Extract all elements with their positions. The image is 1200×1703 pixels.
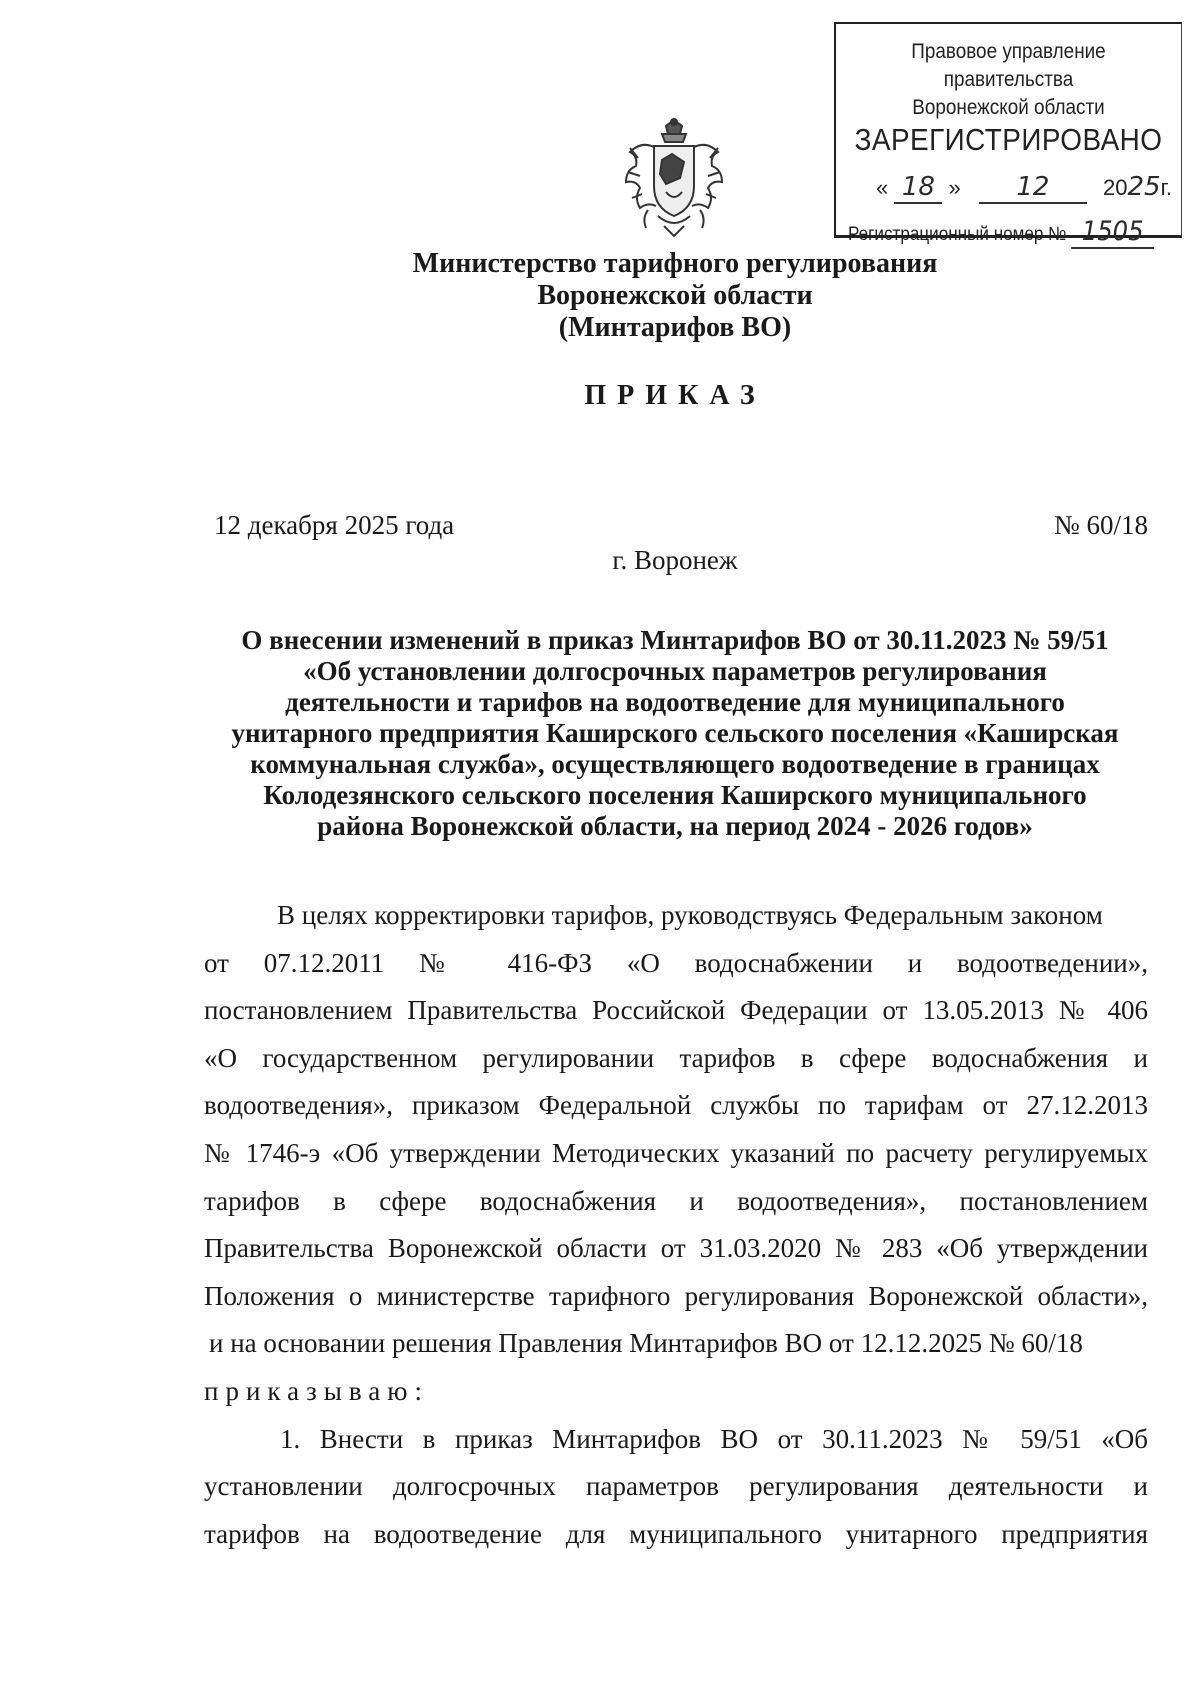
body-line: Положения о министерстве тарифного регулирования Воронежской области», bbox=[204, 1280, 1148, 1311]
subject-line: коммунальная служба», осуществляющего водоотведение в границах bbox=[250, 749, 1100, 779]
stamp-reg-number bbox=[848, 216, 1154, 249]
stamp-org-line2: Воронежской области bbox=[912, 96, 1105, 119]
stamp-date-month: 12 bbox=[979, 172, 1087, 204]
stamp-date-close-quote: » bbox=[948, 175, 961, 200]
stamp-org-line1: Правовое управление правительства bbox=[911, 40, 1106, 91]
body-line: «О государственном регулировании тарифов в сфере водоснабжения и bbox=[204, 1042, 1148, 1073]
registration-stamp bbox=[834, 22, 1182, 247]
body-line: от 07.12.2011 № 416-ФЗ «О водоснабжении и водоотведении», bbox=[204, 947, 1148, 978]
subject-line: унитарного предприятия Каширского сельского поселения «Каширская bbox=[231, 718, 1119, 748]
document-type: ПРИКАЗ bbox=[584, 380, 766, 411]
stamp-date-year-prefix: 20 bbox=[1103, 175, 1128, 200]
subject-line: Колодезянского сельского поселения Каширского муниципального bbox=[263, 780, 1087, 810]
ministry-line3: (Минтарифов ВО) bbox=[558, 312, 792, 343]
body-line: установлении долгосрочных параметров регулирования деятельности и bbox=[204, 1471, 1148, 1502]
stamp-date bbox=[876, 172, 1172, 204]
body-line: № 1746-э «Об утверждении Методических указаний по расчету регулируемых bbox=[204, 1137, 1148, 1168]
stamp-date-day: 18 bbox=[894, 172, 942, 204]
body-line: Правительства Воронежской области от 31.03.2020 № 283 «Об утверждении bbox=[204, 1233, 1148, 1264]
order-verb: приказываю: bbox=[204, 1375, 429, 1406]
stamp-organization bbox=[853, 38, 1164, 122]
stamp-date-open-quote: « bbox=[876, 175, 889, 200]
ministry-line1: Министерство тарифного регулирования bbox=[412, 248, 938, 279]
coat-of-arms-icon bbox=[618, 118, 730, 243]
body-line: тарифов на водоотведение для муниципального унитарного предприятия bbox=[204, 1518, 1148, 1549]
document-number: № 60/18 bbox=[1053, 510, 1148, 540]
document-city: г. Воронеж bbox=[612, 545, 738, 575]
body-line: 1. Внести в приказ Минтарифов ВО от 30.11.2023 № 59/51 «Об bbox=[280, 1423, 1148, 1454]
stamp-reg-number-value: 1505 bbox=[1071, 216, 1154, 249]
body-line: и на основании решения Правления Минтарифов ВО от 12.12.2025 № 60/18 bbox=[209, 1328, 1083, 1359]
body-line: В целях корректировки тарифов, руководствуясь Федеральным законом bbox=[277, 900, 1103, 930]
body-line: тарифов в сфере водоснабжения и водоотведения», постановлением bbox=[204, 1185, 1148, 1216]
subject-line: О внесении изменений в приказ Минтарифов ВО от 30.11.2023 № 59/51 bbox=[241, 625, 1109, 655]
stamp-date-year-suffix: 25 bbox=[1127, 172, 1161, 202]
document-subject bbox=[0, 625, 1200, 842]
stamp-reg-number-label: Регистрационный номер № bbox=[848, 224, 1067, 245]
document-date: 12 декабря 2025 года bbox=[214, 510, 455, 540]
subject-line: деятельности и тарифов на водоотведение для муниципального bbox=[285, 687, 1065, 717]
ministry-name bbox=[0, 248, 1200, 344]
stamp-status: ЗАРЕГИСТРИРОВАНО bbox=[854, 122, 1163, 157]
stamp-date-year-unit: г. bbox=[1160, 175, 1173, 200]
subject-line: района Воронежской области, на период 2024 - 2026 годов» bbox=[317, 811, 1033, 841]
body-line: постановлением Правительства Российской Федерации от 13.05.2013 № 406 bbox=[204, 995, 1148, 1026]
body-line: водоотведения», приказом Федеральной службы по тарифам от 27.12.2013 bbox=[204, 1090, 1148, 1121]
subject-line: «Об установлении долгосрочных параметров регулирования bbox=[303, 656, 1047, 686]
document-body bbox=[204, 898, 1148, 1564]
ministry-line2: Воронежской области bbox=[537, 280, 813, 311]
